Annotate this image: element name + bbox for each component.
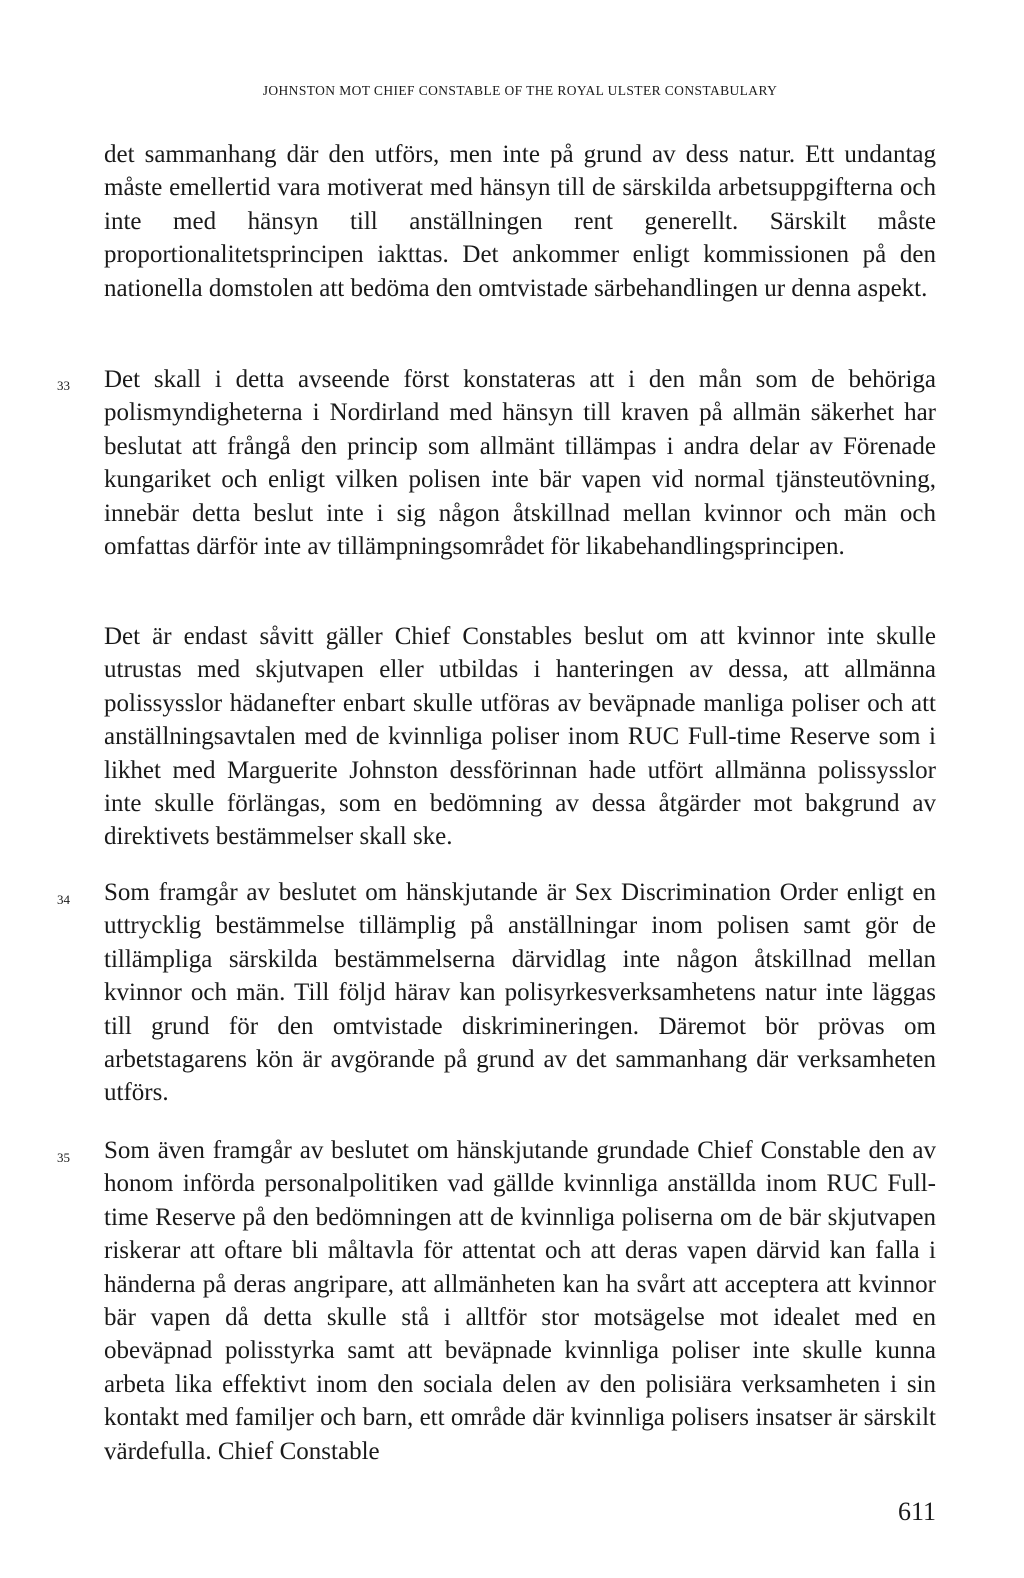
page-number: 611 bbox=[897, 1497, 936, 1526]
paragraph-continued bbox=[104, 138, 936, 305]
paragraph-text: Som framgår av beslutet om hänskjutande är Sex Discrimination Order enligt en uttrycklig bestämmelse tillämplig på anställningar inom polisen samt gör de tillämpliga särskilda bestämmelserna därvidlag inte någon åtskillnad mellan kvinnor och män. Till följd härav kan polisyrkesverksamhetens natur inte läggas till grund för den omtvistade diskrimineringen. Däremot bör prövas om arbetstagarens kön är avgörande på grund av det sammanhang där verksamheten utförs. bbox=[104, 879, 936, 1107]
paragraph-text: Det skall i detta avseende först konstateras att i den mån som de behöriga polismyndigheterna i Nordirland med hänsyn till kraven på allmän säkerhet har beslutat att frångå den princip som allmänt tillämpas i andra delar av Förenade kungariket och enligt vilken polisen inte bär vapen vid normal tjänsteutövning, innebär detta beslut inte i sig någon åtskillnad mellan kvinnor och män och omfattas därför inte av tillämpningsområdet för likabehandlingsprincipen. bbox=[104, 366, 936, 561]
running-header: JOHNSTON MOT CHIEF CONSTABLE OF THE ROYAL ULSTER CONSTABULARY bbox=[262, 83, 778, 98]
paragraph-number-35: 35 bbox=[57, 1150, 70, 1165]
paragraph-text: Det är endast såvitt gäller Chief Constables beslut om att kvinnor inte skulle utrustas med skjutvapen eller utbildas i hanteringen av dessa, att allmänna polissysslor hädanefter enbart skulle utföras av beväpnade manliga poliser och att anställningsavtalen med de kvinnliga poliser inom RUC Full-time Reserve som i likhet med Marguerite Johnston dessförinnan hade utfört allmänna polissysslor inte skulle förlängas, som en bedömning av dessa åtgärder mot bakgrund av direktivets bestämmelser skall ske. bbox=[104, 623, 936, 851]
paragraph-text: Som även framgår av beslutet om hänskjutande grundade Chief Constable den av honom införda personalpolitiken vad gällde kvinnliga anställda inom RUC Full-time Reserve på den bedömningen att de kvinnliga poliserna om de bär skjutvapen riskerar att oftare bli måltavla för attentat och att deras vapen därvid kan falla i händerna på deras angripare, att allmänheten kan ha svårt att acceptera att kvinnor bär vapen då detta skulle stå i alltför stor motsägelse mot idealet med en obeväpnad polisstyrka samt att beväpnade kvinnliga poliser inte skulle kunna arbeta lika effektivt inom den sociala delen av den polisiära verksamheten i sin kontakt med familjer och barn, ett område där kvinnliga polisers insatser är särskilt värdefulla. Chief Constable bbox=[104, 1137, 936, 1465]
paragraph-text: det sammanhang där den utförs, men inte på grund av dess natur. Ett undantag måste emellertid vara motiverat med hänsyn till de särskilda arbetsuppgifterna och inte med hänsyn till anställningen rent generellt. Särskilt måste proportionalitetsprincipen iakttas. Det ankommer enligt kommissionen på den nationella domstolen att bedöma den omtvistade särbehandlingen ur denna aspekt. bbox=[104, 141, 936, 302]
paragraph-number-34: 34 bbox=[57, 892, 70, 907]
paragraph-33-continued bbox=[104, 620, 936, 854]
paragraph-33 bbox=[104, 363, 936, 563]
paragraph-number-33: 33 bbox=[57, 378, 70, 393]
paragraph-34 bbox=[104, 876, 936, 1110]
paragraph-35 bbox=[104, 1134, 936, 1468]
